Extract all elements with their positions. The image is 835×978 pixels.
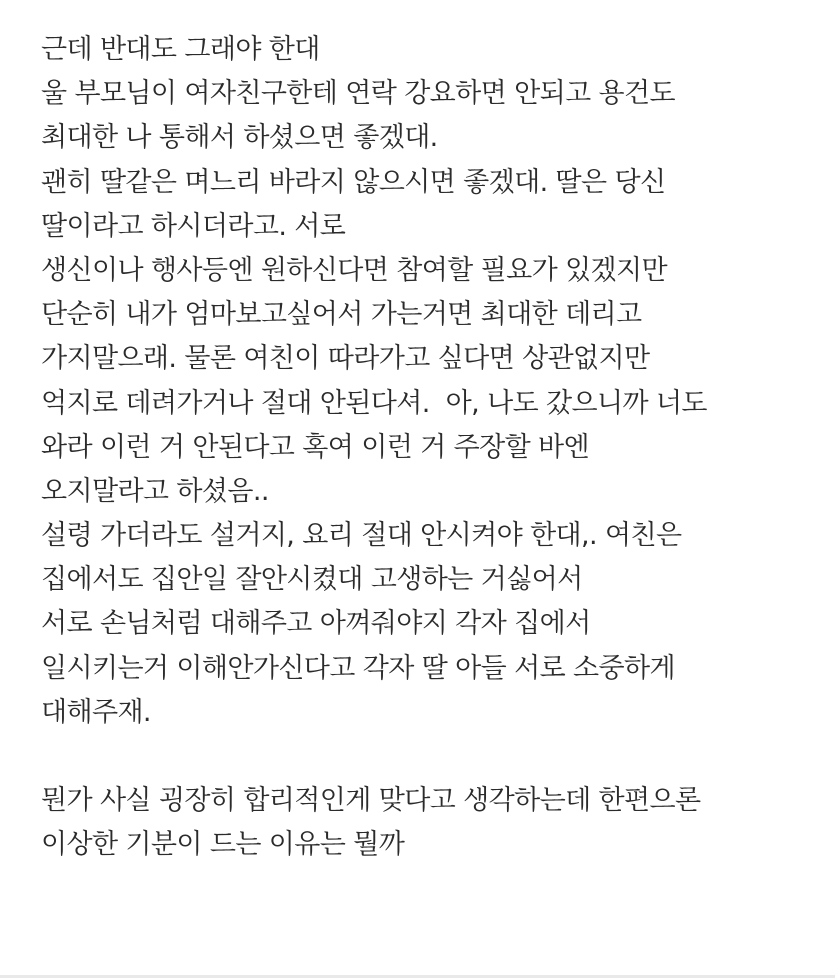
text-line: 생신이나 행사등엔 원하신다면 참여할 필요가 있겠지만	[41, 254, 667, 286]
text-line: 가지말으래. 물론 여친이 따라가고 싶다면 상관없지만	[41, 343, 650, 375]
text-line: 최대한 나 통해서 하셨으면 좋겠대.	[41, 122, 438, 154]
text-line: 대해주재.	[41, 696, 151, 728]
text-line: 단순히 내가 엄마보고싶어서 가는거면 최대한 데리고	[41, 299, 642, 331]
paragraph-gap	[41, 735, 831, 779]
text-line: 이상한 기분이 드는 이유는 뭘까	[41, 829, 405, 861]
text-line: 근데 반대도 그래야 한대	[41, 34, 320, 65]
text-line: 억지로 데려가거나 절대 안된다셔. 아, 나도 갔으니까 너도	[41, 387, 707, 419]
text-line: 오지말라고 하셨음..	[41, 475, 269, 507]
text-line: 괜히 딸같은 며느리 바라지 않으시면 좋겠대. 딸은 당신	[41, 166, 666, 198]
paragraph-1	[41, 28, 831, 735]
post-body	[41, 28, 831, 868]
text-line: 일시키는거 이해안가신다고 각자 딸 아들 서로 소중하게	[41, 652, 675, 684]
text-line: 집에서도 집안일 잘안시켰대 고생하는 거싫어서	[41, 564, 583, 596]
text-line: 와라 이런 거 안된다고 혹여 이런 거 주장할 바엔	[41, 431, 590, 463]
text-line: 뭔가 사실 굉장히 합리적인게 맞다고 생각하는데 한편으론	[41, 785, 701, 817]
text-line: 딸이라고 하시더라고. 서로	[41, 210, 346, 242]
paragraph-2	[41, 779, 831, 867]
text-line: 울 부모님이 여자친구한테 연락 강요하면 안되고 용건도	[41, 78, 675, 110]
text-line: 서로 손님처럼 대해주고 아껴줘야지 각자 집에서	[41, 608, 591, 640]
text-line: 설령 가더라도 설거지, 요리 절대 안시켜야 한대,. 여친은	[41, 520, 682, 552]
